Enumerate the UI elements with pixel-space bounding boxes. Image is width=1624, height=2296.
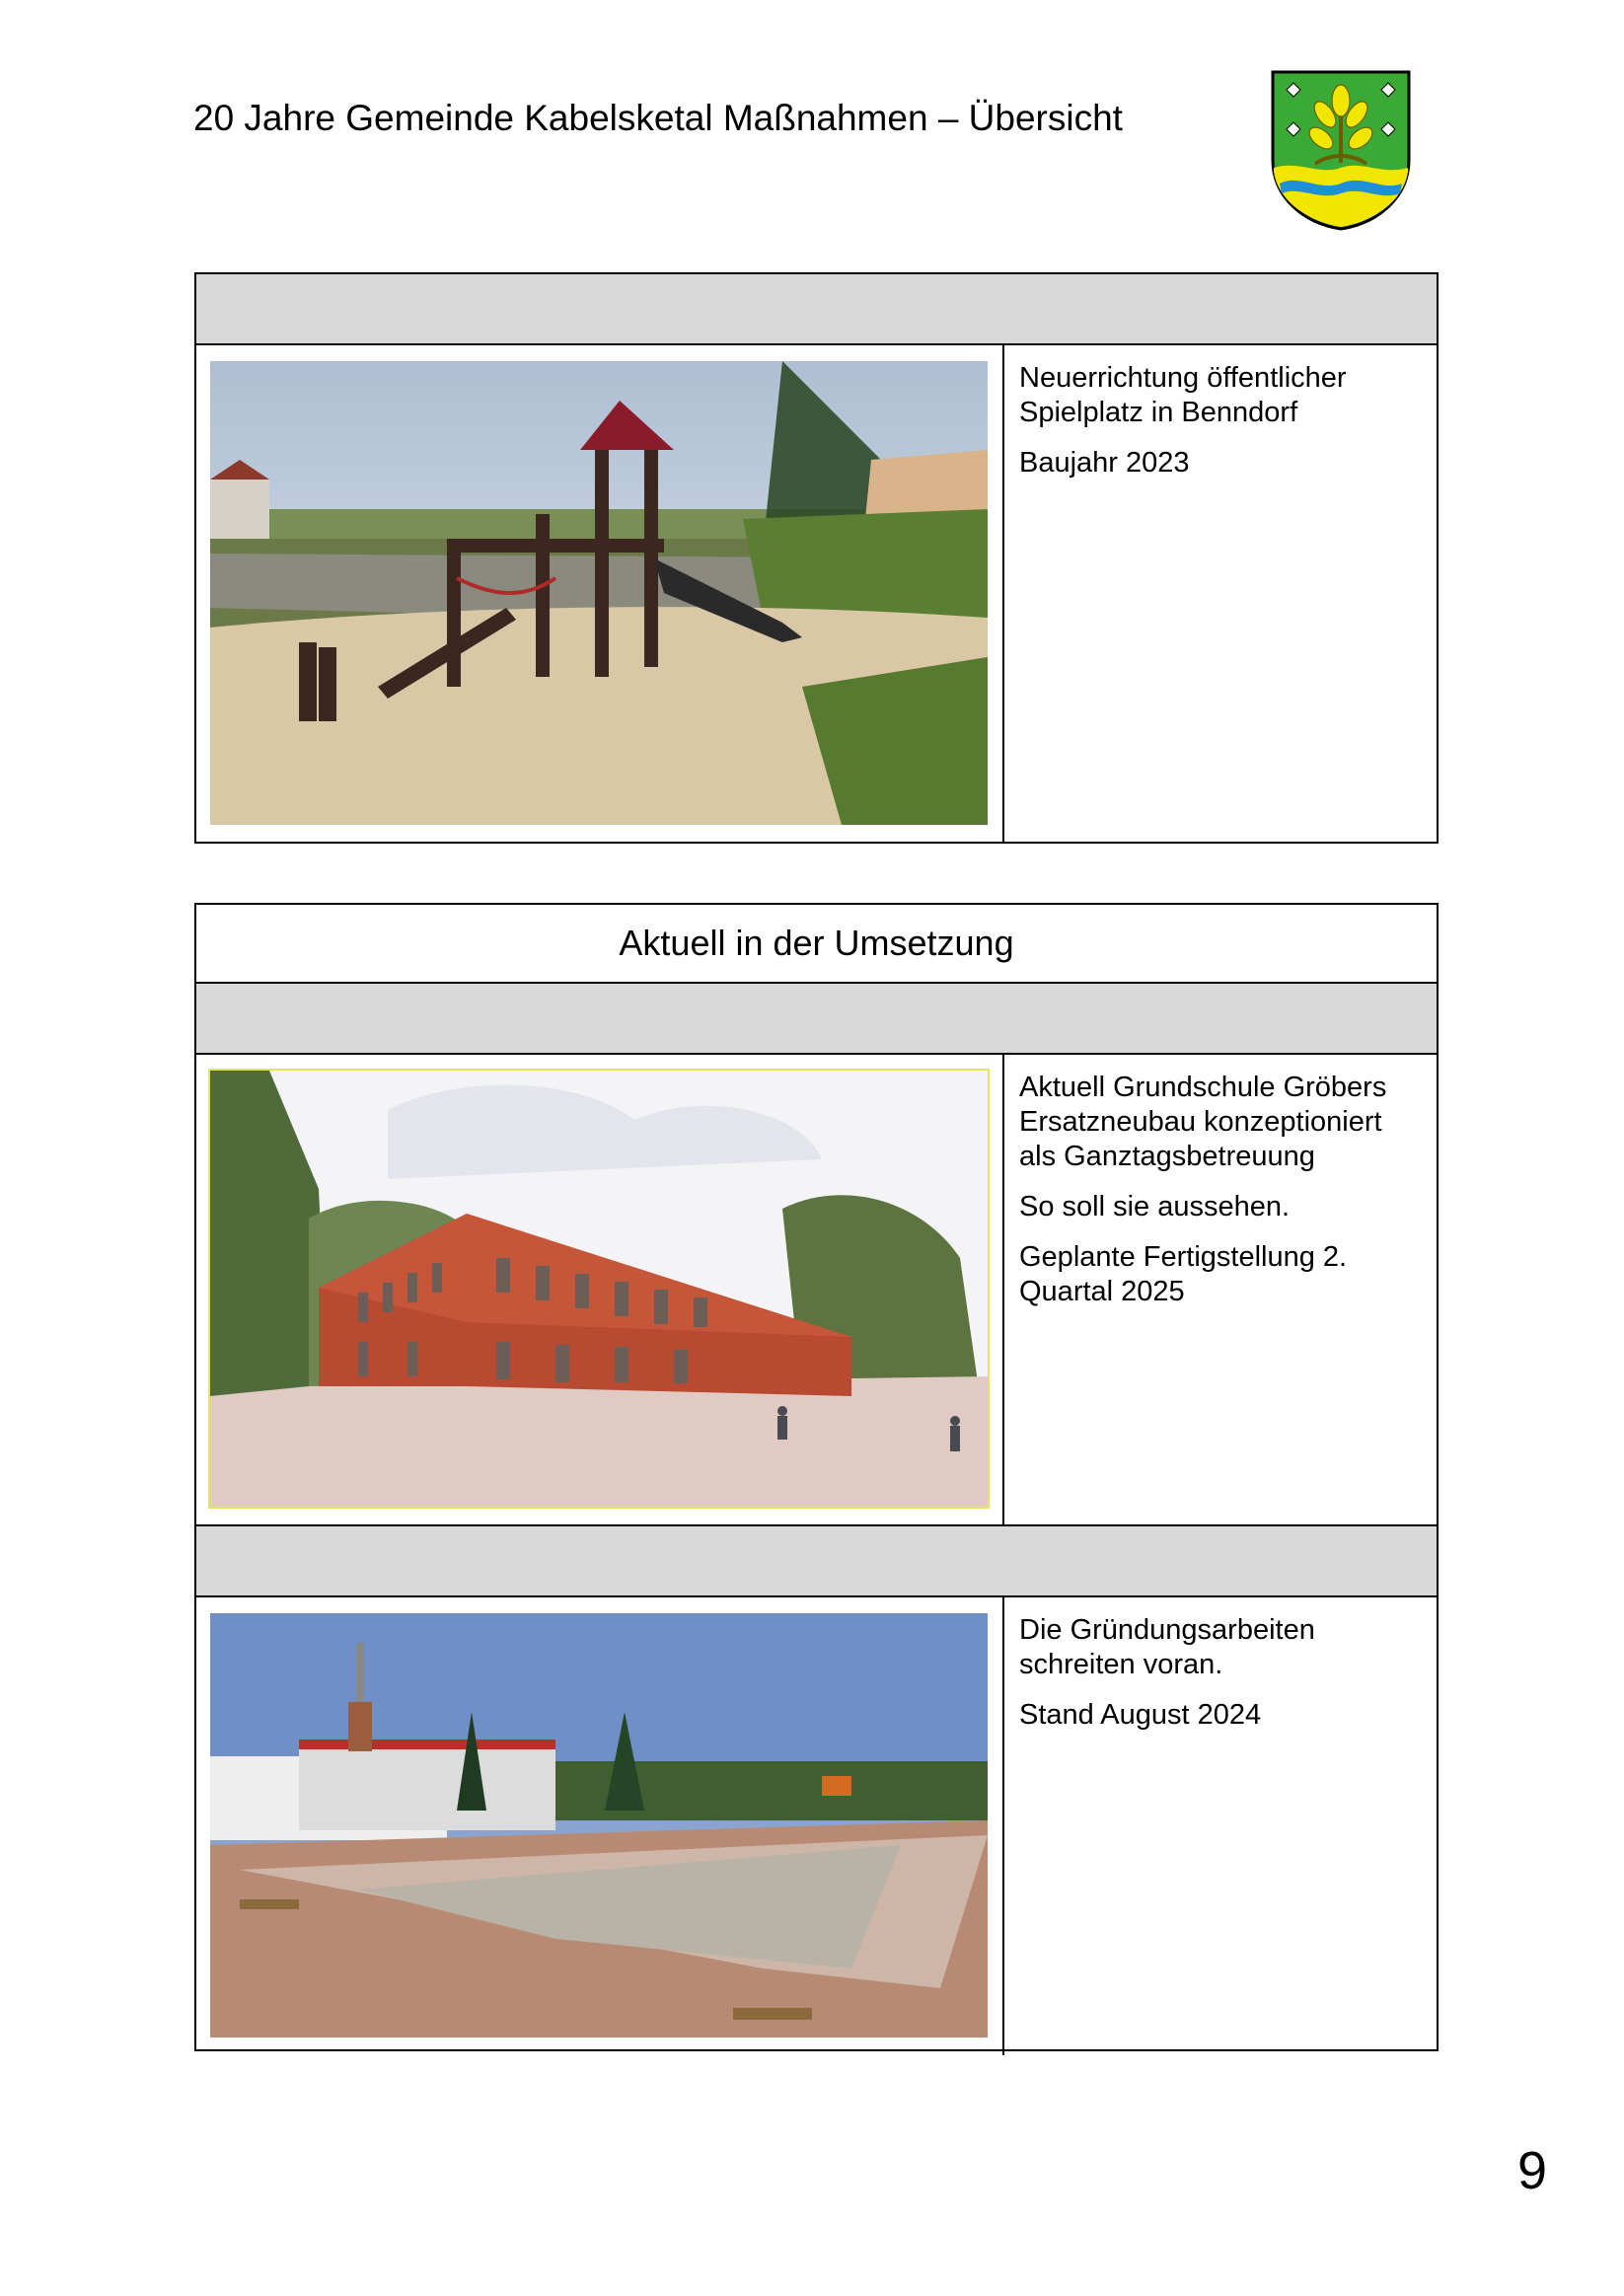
school-description (1004, 1055, 1437, 1524)
foundation-description (1004, 1597, 1437, 2055)
paragraph: Geplante Fertigstellung 2. Quartal 2025 (1019, 1241, 1348, 1307)
playground-table (194, 272, 1439, 844)
image-cell (196, 345, 1004, 844)
document-title: 20 Jahre Gemeinde Kabelsketal Maßnahmen – Übersicht (193, 98, 1123, 138)
grey-header-bar (196, 984, 1437, 1055)
page-number: 9 (1517, 2141, 1548, 2200)
grey-header-bar (196, 1524, 1437, 1597)
paragraph: Baujahr 2023 (1019, 447, 1190, 479)
foundation-row (196, 1597, 1437, 2055)
playground-photo (210, 361, 988, 825)
playground-row (196, 345, 1437, 844)
image-cell (196, 1055, 1004, 1524)
image-cell (196, 1597, 1004, 2055)
paragraph: Neuerrichtung öffentlicher Spielplatz in Benndorf (1019, 362, 1347, 428)
paragraph: So soll sie aussehen. (1019, 1191, 1291, 1222)
current-projects-table (194, 903, 1439, 2051)
grey-header-bar (196, 274, 1437, 345)
construction-photo (210, 1613, 988, 2037)
playground-description (1004, 345, 1437, 844)
school-rendering (210, 1071, 988, 1507)
paragraph: Aktuell Grundschule Gröbers Ersatzneubau konzeptioniert als Ganztagsbetreuung (1019, 1072, 1387, 1172)
paragraph: Die Gründungsarbeiten schreiten voran. (1019, 1614, 1315, 1680)
section-heading: Aktuell in der Umsetzung (196, 905, 1437, 984)
coat-of-arms-icon (1270, 69, 1412, 231)
school-row (196, 1055, 1437, 1524)
paragraph: Stand August 2024 (1019, 1699, 1262, 1731)
